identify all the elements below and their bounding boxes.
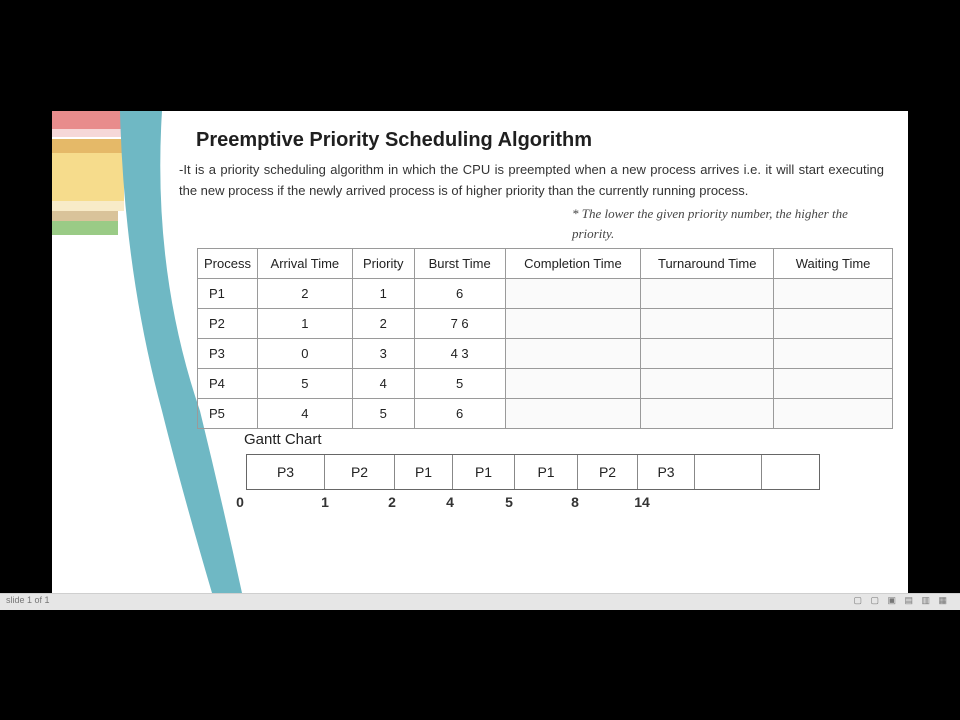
- cell-arrival: 4: [257, 399, 352, 429]
- gantt-tick: 14: [634, 494, 650, 510]
- gantt-cell: [695, 455, 762, 489]
- table-row: [198, 339, 893, 369]
- handwritten-note: * The lower the given priority number, the higher the priority.: [572, 206, 848, 241]
- view-buttons[interactable]: ▢ ▢ ▣ ▤ ▥ ▦: [853, 595, 950, 605]
- cell-arrival: 1: [257, 309, 352, 339]
- table-row: [198, 399, 893, 429]
- gantt-cell: P2: [578, 455, 638, 489]
- table-row: [198, 369, 893, 399]
- cell-waiting: [774, 339, 893, 369]
- cell-completion: [505, 399, 641, 429]
- cell-priority: 2: [352, 309, 414, 339]
- slide-description: -It is a priority scheduling algorithm in which the CPU is preempted when a new process arrives i.e. it will start executing the new process if the newly arrived process is of higher priority than the currently running process.: [179, 162, 884, 198]
- gantt-tick: 8: [571, 494, 579, 510]
- gantt-chart: [246, 454, 820, 490]
- cell-waiting: [774, 399, 893, 429]
- header-completion-time: Completion Time: [505, 249, 641, 279]
- cell-priority: 4: [352, 369, 414, 399]
- gantt-tick: 1: [321, 494, 329, 510]
- cell-burst: 5: [414, 369, 505, 399]
- header-turnaround-time: Turnaround Time: [641, 249, 774, 279]
- cell-completion: [505, 309, 641, 339]
- gantt-cell: [762, 455, 819, 489]
- cell-arrival: 5: [257, 369, 352, 399]
- gantt-chart-label: Gantt Chart: [244, 431, 322, 448]
- gantt-cell: P3: [247, 455, 325, 489]
- cell-turnaround: [641, 279, 774, 309]
- gantt-cell: P3: [638, 455, 695, 489]
- gantt-cell: P1: [395, 455, 453, 489]
- cell-priority: 3: [352, 339, 414, 369]
- cell-turnaround: [641, 309, 774, 339]
- cell-turnaround: [641, 369, 774, 399]
- books-icon: [52, 111, 124, 235]
- cell-process: P2: [198, 309, 258, 339]
- gantt-cell: P1: [453, 455, 515, 489]
- cell-arrival: 2: [257, 279, 352, 309]
- cell-process: P3: [198, 339, 258, 369]
- cell-burst: 6: [414, 279, 505, 309]
- slide-counter: slide 1 of 1: [6, 595, 50, 605]
- header-process: Process: [198, 249, 258, 279]
- table-row: [198, 279, 893, 309]
- cell-priority: 1: [352, 279, 414, 309]
- header-waiting-time: Waiting Time: [774, 249, 893, 279]
- gantt-tick: 5: [505, 494, 513, 510]
- cell-waiting: [774, 369, 893, 399]
- cell-burst: 7 6: [414, 309, 505, 339]
- table-row: [198, 309, 893, 339]
- gantt-tick: 2: [388, 494, 396, 510]
- cell-burst: 6: [414, 399, 505, 429]
- slide: [52, 111, 908, 593]
- header-burst-time: Burst Time: [414, 249, 505, 279]
- cell-completion: [505, 279, 641, 309]
- gantt-tick: 4: [446, 494, 454, 510]
- gantt-tick: 0: [236, 494, 244, 510]
- status-bar: [0, 593, 960, 610]
- cell-priority: 5: [352, 399, 414, 429]
- cell-completion: [505, 369, 641, 399]
- cell-waiting: [774, 279, 893, 309]
- cell-process: P1: [198, 279, 258, 309]
- cell-turnaround: [641, 339, 774, 369]
- process-table: [197, 248, 893, 429]
- cell-completion: [505, 339, 641, 369]
- cell-burst: 4 3: [414, 339, 505, 369]
- cell-turnaround: [641, 399, 774, 429]
- cell-arrival: 0: [257, 339, 352, 369]
- header-arrival-time: Arrival Time: [257, 249, 352, 279]
- cell-waiting: [774, 309, 893, 339]
- table-header-row: [198, 249, 893, 279]
- gantt-cell: P2: [325, 455, 395, 489]
- cell-process: P4: [198, 369, 258, 399]
- gantt-cell: P1: [515, 455, 578, 489]
- cell-process: P5: [198, 399, 258, 429]
- header-priority: Priority: [352, 249, 414, 279]
- slide-title: Preemptive Priority Scheduling Algorithm: [196, 129, 592, 151]
